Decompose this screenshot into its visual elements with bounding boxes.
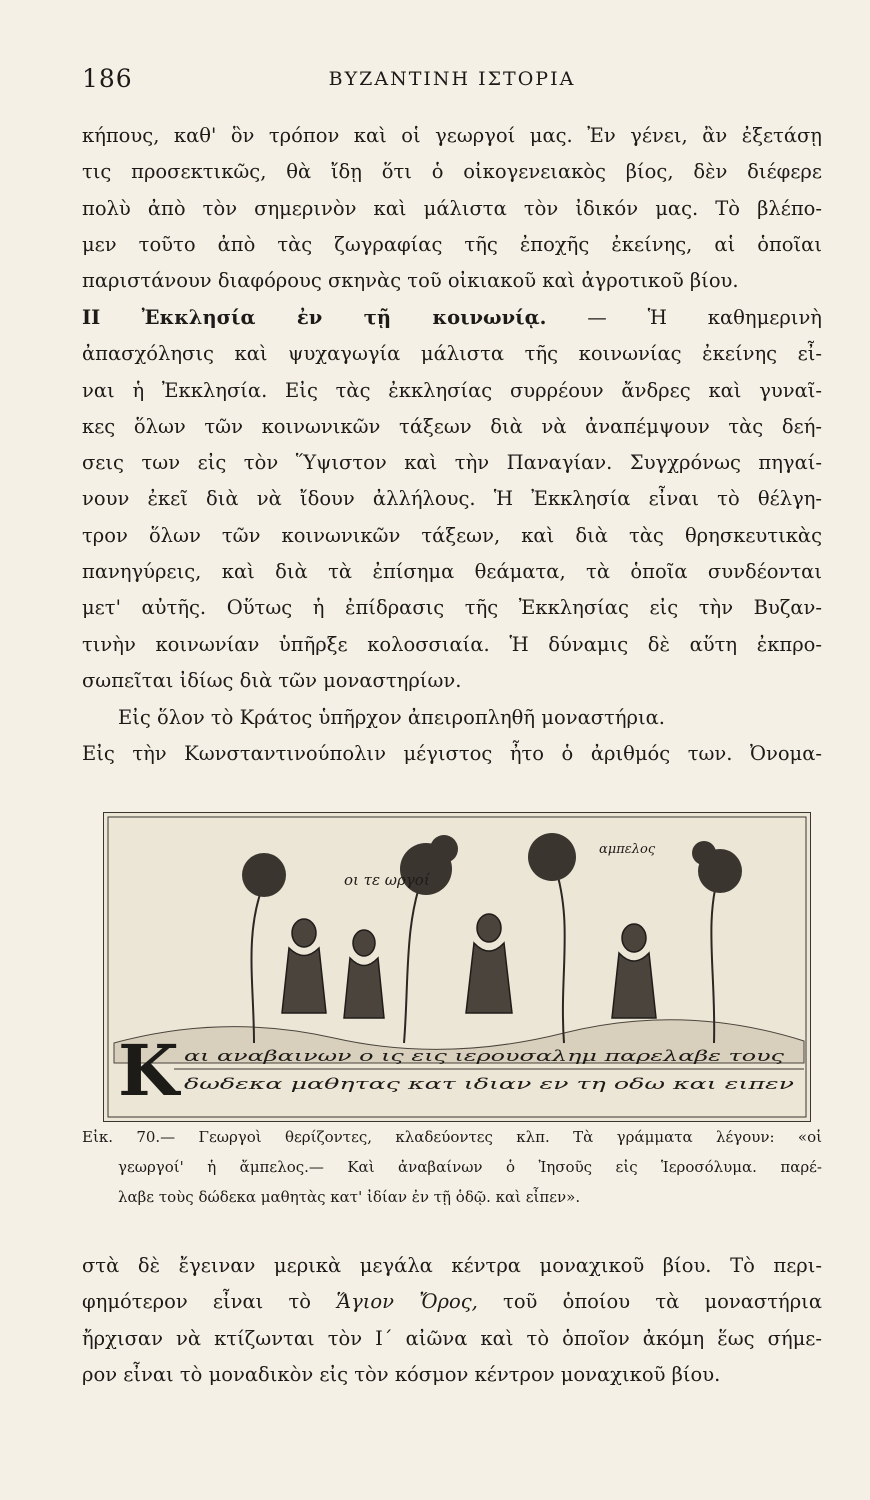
text-span: τοῦ ὁποίου τὰ μοναστήρια [503, 1290, 822, 1314]
text-line: κήπους, καθ' ὃν τρόπον καὶ οἱ γεωργοί μας. Ἐν γένει, ἂν ἐξετάσῃ [82, 124, 822, 147]
text-line: ἀπασχόλησις καὶ ψυχαγωγία μάλιστα τῆς κοινωνίας ἐκείνης εἶ- [82, 342, 822, 366]
text-line: τινὴν κοινωνίαν ὑπῆρξε κολοσσιαία. Ἡ δύναμις δὲ αὕτη ἐκπρο- [82, 632, 822, 656]
text-line: μεν τοῦτο ἀπὸ τὰς ζωγραφίας τῆς ἐποχῆς ἐκείνης, αἱ ὁποῖαι [82, 232, 822, 256]
text-span: φημότερον εἶναι τὸ [82, 1290, 312, 1314]
caption-line: Εἰκ. 70.— Γεωργοὶ θερίζοντες, κλαδεύοντες κλπ. Τὰ γράμματα λέγουν: «οἱ [82, 1128, 822, 1146]
text-line: πολὺ ἀπὸ τὸν σημερινὸν καὶ μάλιστα τὸν ἰδικόν μας. Τὸ βλέπο- [82, 196, 822, 220]
caption-line: λαβε τοὺς δώδεκα μαθητὰς κατ' ἰδίαν ἐν τῇ ὁδῷ. καὶ εἶπεν». [118, 1188, 581, 1206]
figure-inscription-right: αμπελος [599, 842, 656, 857]
page-header [82, 64, 822, 100]
section-heading: ΙΙ Ἐκκλησία ἐν τῇ κοινωνίᾳ. [82, 306, 547, 329]
text-line: ρον εἶναι τὸ μοναδικὸν εἰς τὸν κόσμον κέντρον μοναχικοῦ βίου. [82, 1362, 721, 1386]
text-line: ἤρχισαν νὰ κτίζωνται τὸν Ι΄ αἰῶνα καὶ τὸ ὁποῖον ἀκόμη ἕως σήμε- [82, 1326, 822, 1350]
text-line: πανηγύρεις, καὶ διὰ τὰ ἐπίσημα θεάματα, τὰ ὁποῖα συνδέονται [82, 560, 822, 584]
text-line: τις προσεκτικῶς, θὰ ἴδῃ ὅτι ὁ οἰκογενειακὸς βίος, δὲν διέφερε [82, 160, 822, 184]
text-line: Εἰς ὅλον τὸ Κράτος ὑπῆρχον ἀπειροπληθῆ μοναστήρια. [118, 706, 665, 729]
text-line: παριστάνουν διαφόρους σκηνὰς τοῦ οἰκιακοῦ καὶ ἀγροτικοῦ βίου. [82, 269, 739, 293]
figure-initial-letter: K [118, 1029, 179, 1112]
figure-text-line-2: δωδεκα μαθητας κατ ιδιαν εν τη οδω και ειπεν [184, 1075, 794, 1093]
running-title: ΒΥΖΑΝΤΙΝΗ ΙΣΤΟΡΙΑ [328, 68, 576, 90]
text-line-with-emphasis [82, 1284, 822, 1320]
figure-caption [82, 1122, 822, 1212]
section-church [82, 300, 822, 699]
text-line: σεις των εἰς τὸν Ὕψιστον καὶ τὴν Παναγίαν. Συγχρόνως πηγαί- [82, 451, 822, 475]
paragraph-4 [82, 1248, 822, 1393]
figure-text-line-1: αι αναβαινων ο ις εις ιερουσαλημ παρελαβε τους [184, 1047, 785, 1065]
text-line: νουν ἐκεῖ διὰ νὰ ἴδουν ἀλλήλους. Ἡ Ἐκκλησία εἶναι τὸ θέλγη- [82, 487, 822, 511]
emphasis-holy-mountain: Ἅγιον Ὄρος, [336, 1290, 478, 1314]
text-line: σωπεῖται ἰδίως διὰ τῶν μοναστηρίων. [82, 668, 462, 692]
text-line: Εἰς τὴν Κωνσταντινούπολιν μέγιστος ἦτο ὁ ἀριθμός των. Ὀνομα- [82, 742, 822, 766]
text-line: στὰ δὲ ἔγειναν μερικὰ μεγάλα κέντρα μοναχικοῦ βίου. Τὸ περι- [82, 1254, 822, 1277]
page-number: 186 [82, 64, 133, 93]
text-line: ναι ἡ Ἐκκλησία. Εἰς τὰς ἐκκλησίας συρρέουν ἄνδρες καὶ γυναῖ- [82, 378, 822, 402]
manuscript-drawing [104, 813, 810, 1121]
figure-illustration [103, 812, 811, 1122]
text-line: τρον ὅλων τῶν κοινωνικῶν τάξεων, καὶ διὰ τὰς θρησκευτικὰς [82, 523, 822, 547]
paragraph-3 [82, 700, 822, 773]
paragraph-1 [82, 118, 822, 299]
section-first-line [82, 300, 822, 336]
caption-line: γεωργοί' ἡ ἄμπελος.— Καὶ ἀναβαίνων ὁ Ἰησοῦς εἰς Ἱεροσόλυμα. παρέ- [118, 1158, 822, 1176]
section-heading-rest: — Ἡ καθημερινὴ [587, 306, 822, 329]
figure-inscription-top: οι τε ωργοί [344, 871, 430, 889]
text-line: κες ὅλων τῶν κοινωνικῶν τάξεων διὰ νὰ ἀναπέμψουν τὰς δεή- [82, 414, 822, 438]
text-line: μετ' αὐτῆς. Οὕτως ἡ ἐπίδρασις τῆς Ἐκκλησίας εἰς τὴν Βυζαν- [82, 596, 822, 620]
